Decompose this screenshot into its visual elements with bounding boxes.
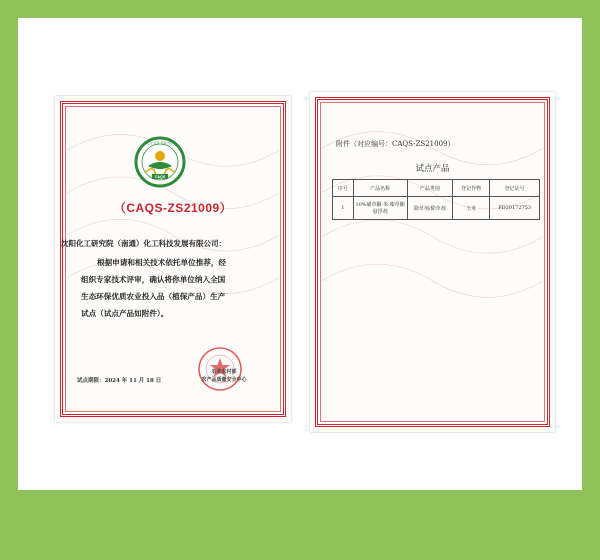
body-line: 生态环保优质农业投入品（植保产品）生产 (81, 292, 226, 301)
products-table (332, 179, 540, 220)
issuer (197, 368, 251, 384)
col-header: 序号 (333, 180, 354, 197)
issuer-line: 农业农村部 (211, 369, 237, 375)
col-header: 登记证号 (490, 180, 540, 197)
table-cell: 玉米 (453, 197, 490, 220)
company-name: 沈阳化工研究院（南通）化工科技发展有限公司： (61, 239, 226, 248)
body-line: 根据申请和相关技术依托单位推荐，经 (97, 258, 227, 267)
table-title: 试点产品 (415, 164, 450, 174)
expiry-date: 试点期限：2024 年 11 月 18 日 (77, 378, 162, 384)
table-cell: 10%磺草酮·苯·嗪草酮悬浮剂 (353, 197, 407, 220)
col-header: 登记作物 (453, 180, 490, 197)
body-line: 试点（试点产品如附件）。 (81, 309, 169, 318)
col-header: 产品名称 (353, 180, 407, 197)
caqs-logo-icon (134, 136, 186, 188)
table-cell: 1 (333, 197, 354, 220)
table-cell: 除草剂/除草剂 (407, 197, 453, 220)
certificate-code: （CAQS-ZS21009） (113, 201, 233, 215)
issuer-line: 农产品质量安全中心 (201, 377, 247, 383)
attachment-page (310, 92, 555, 432)
table-header-row (333, 180, 540, 197)
certificate-body (81, 254, 275, 322)
logo-wordmark: CAQS (154, 175, 166, 179)
body-line: 组织专家技术评审，确认将你单位纳入全国 (81, 275, 226, 284)
certificate-page (55, 96, 291, 422)
table-row (333, 197, 540, 220)
table-cell: PD20172753 (490, 197, 540, 220)
logo-arc-text: 农业 优质 环保 放心 (146, 141, 174, 145)
attachment-heading: 附件（对应编号：CAQS-ZS21009） (336, 140, 455, 148)
col-header: 产品类别 (407, 180, 453, 197)
